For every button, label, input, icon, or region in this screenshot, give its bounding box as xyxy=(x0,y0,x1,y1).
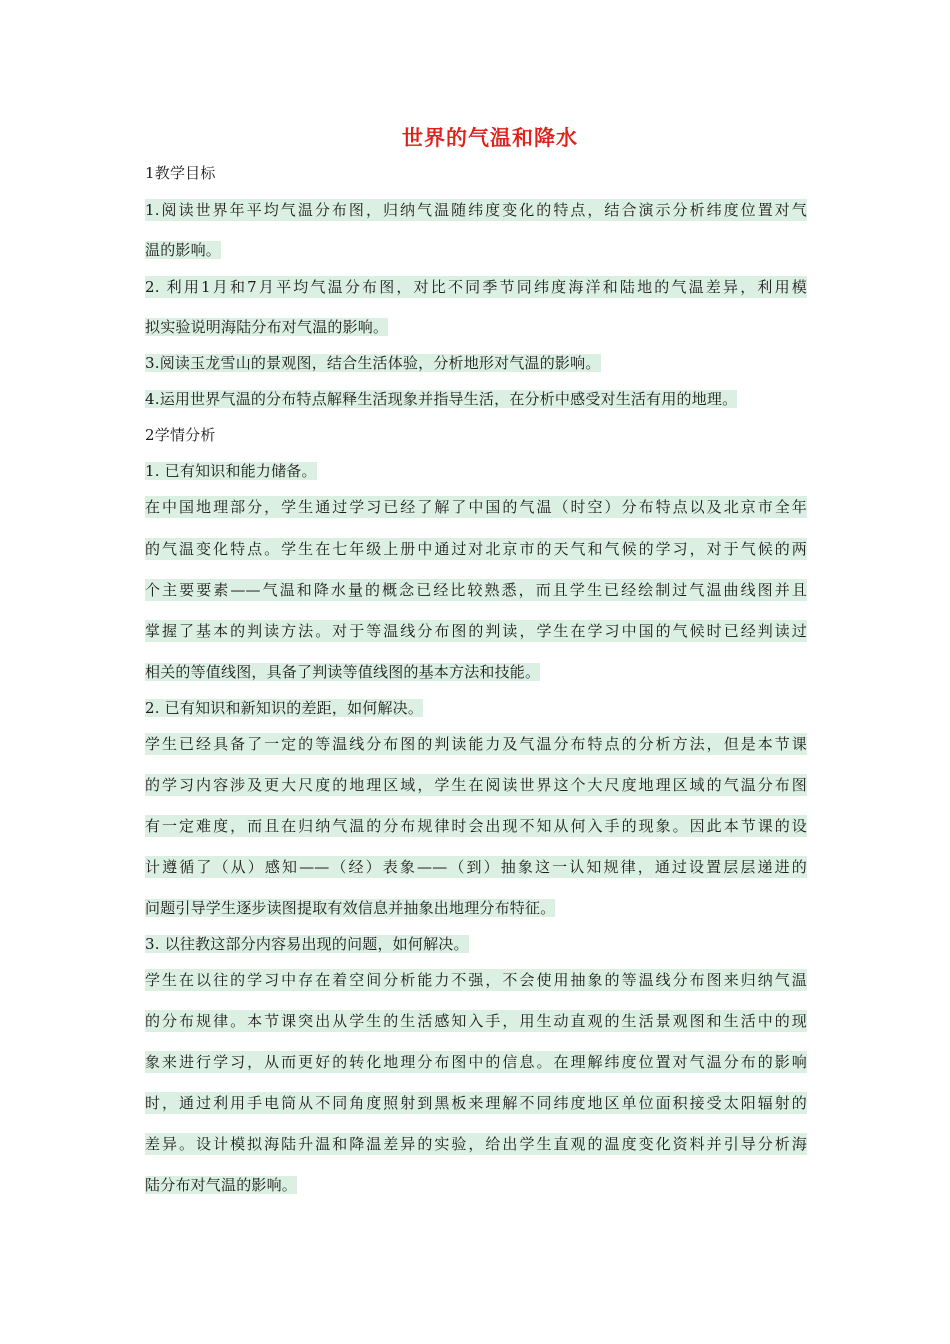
paragraph-line: 的学习内容涉及更大尺度的地理区域，学生在阅读世界这个大尺度地理区域的气温分布图 xyxy=(145,776,807,794)
paragraph-line: 陆分布对气温的影响。 xyxy=(145,1176,298,1194)
paragraph-line: 学生在以往的学习中存在着空间分析能力不强，不会使用抽象的等温线分布图来归纳气温 xyxy=(145,971,807,989)
paragraph-line: 拟实验说明海陆分布对气温的影响。 xyxy=(145,318,389,336)
paragraph-line: 在中国地理部分，学生通过学习已经了解了中国的气温（时空）分布特点以及北京市全年 xyxy=(145,498,807,516)
paragraph-line: 相关的等值线图，具备了判读等值线图的基本方法和技能。 xyxy=(145,663,541,681)
paragraph-line: 4.运用世界气温的分布特点解释生活现象并指导生活，在分析中感受对生活有用的地理。 xyxy=(145,390,738,408)
paragraph-line: 1.阅读世界年平均气温分布图，归纳气温随纬度变化的特点，结合演示分析纬度位置对气 xyxy=(145,201,807,219)
paragraph-line: 掌握了基本的判读方法。对于等温线分布图的判读，学生在学习中国的气候时已经判读过 xyxy=(145,622,807,640)
paragraph-line: 计遵循了（从）感知——（经）表象——（到）抽象这一认知规律，通过设置层层递进的 xyxy=(145,858,807,876)
paragraph-line: 差异。设计模拟海陆升温和降温差异的实验，给出学生直观的温度变化资料并引导分析海 xyxy=(145,1135,807,1153)
paragraph-line: 象来进行学习，从而更好的转化地理分布图中的信息。在理解纬度位置对气温分布的影响 xyxy=(145,1053,807,1071)
paragraph-line: 的气温变化特点。学生在七年级上册中通过对北京市的天气和气候的学习，对于气候的两 xyxy=(145,540,807,558)
paragraph-line: 3.阅读玉龙雪山的景观图，结合生活体验，分析地形对气温的影响。 xyxy=(145,354,601,372)
paragraph-line: 有一定难度，而且在归纳气温的分布规律时会出现不知从何入手的现象。因此本节课的设 xyxy=(145,817,807,835)
paragraph-line: 的分布规律。本节课突出从学生的生活感知入手，用生动直观的生活景观图和生活中的现 xyxy=(145,1012,807,1030)
paragraph-line: 问题引导学生逐步读图提取有效信息并抽象出地理分布特征。 xyxy=(145,899,556,917)
paragraph-line: 2. 利用1月和7月平均气温分布图，对比不同季节同纬度海洋和陆地的气温差异，利用模 xyxy=(145,278,807,296)
paragraph-line: 个主要要素——气温和降水量的概念已经比较熟悉，而且学生已经绘制过气温曲线图并且 xyxy=(145,581,807,599)
paragraph-line: 时，通过利用手电筒从不同角度照射到黑板来理解不同纬度地区单位面积接受太阳辐射的 xyxy=(145,1094,807,1112)
subheading-line: 3. 以往教这部分内容易出现的问题，如何解决。 xyxy=(145,935,469,953)
subheading-line: 1. 已有知识和能力储备。 xyxy=(145,462,317,480)
section-heading: 1教学目标 xyxy=(145,164,216,182)
subheading-line: 2. 已有知识和新知识的差距，如何解决。 xyxy=(145,699,424,717)
paragraph-line: 温的影响。 xyxy=(145,241,222,259)
section-heading: 2学情分析 xyxy=(145,426,216,444)
page-title: 世界的气温和降水 xyxy=(402,125,578,150)
paragraph-line: 学生已经具备了一定的等温线分布图的判读能力及气温分布特点的分析方法，但是本节课 xyxy=(145,735,807,753)
